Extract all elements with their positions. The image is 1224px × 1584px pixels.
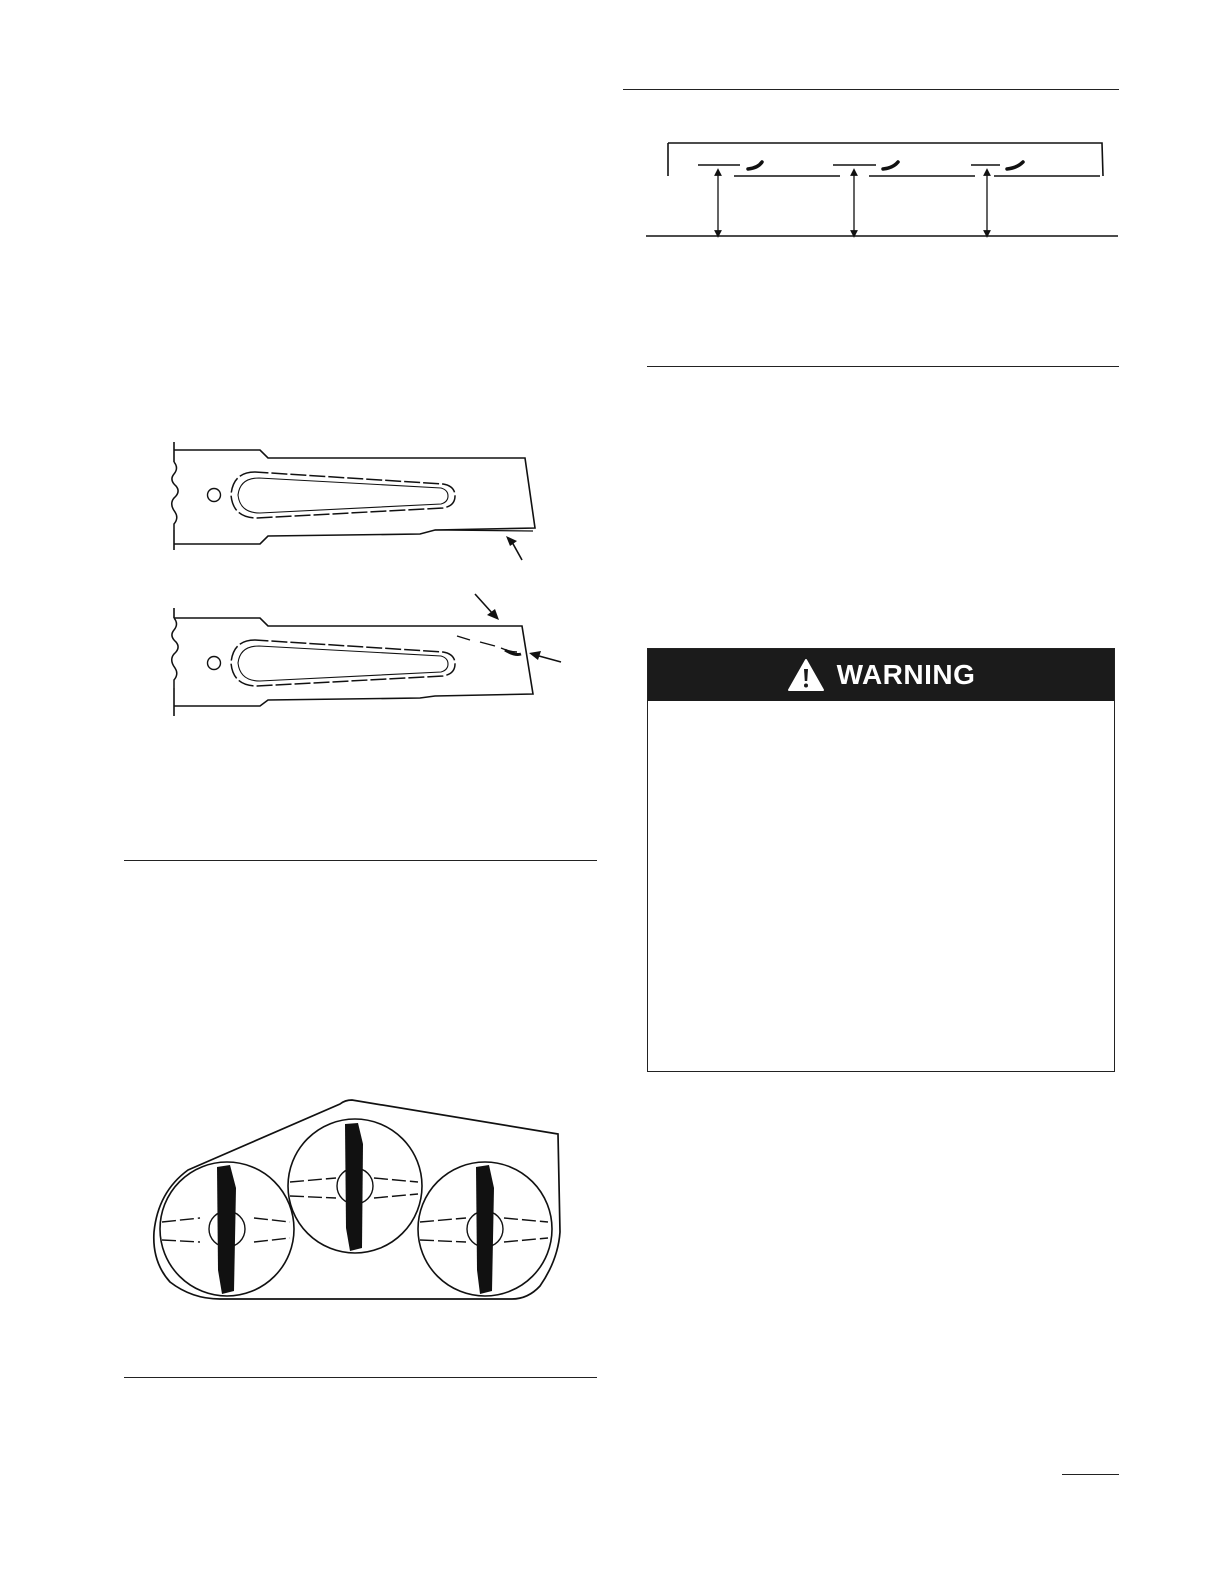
blade-height-measurement-diagram <box>640 138 1120 240</box>
blade-wear-bottom-figure <box>165 588 565 720</box>
warning-header <box>648 649 1114 701</box>
left-mid-rule <box>124 860 597 861</box>
top-right-rule <box>623 89 1119 90</box>
deck-blades-figure <box>140 1092 580 1307</box>
right-mid-rule <box>647 366 1119 367</box>
page-number-rule <box>1062 1474 1119 1475</box>
damaged-blade-diagram <box>165 588 565 720</box>
left-bottom-rule <box>124 1377 597 1378</box>
warning-title: WARNING <box>836 659 976 690</box>
blade-measure-figure <box>640 138 1120 240</box>
warning-box <box>647 648 1115 1072</box>
mower-deck-three-blades-diagram <box>140 1092 580 1307</box>
worn-blade-diagram <box>165 438 545 568</box>
warning-triangle-icon <box>787 658 825 692</box>
blade-wear-top-figure <box>165 438 545 568</box>
